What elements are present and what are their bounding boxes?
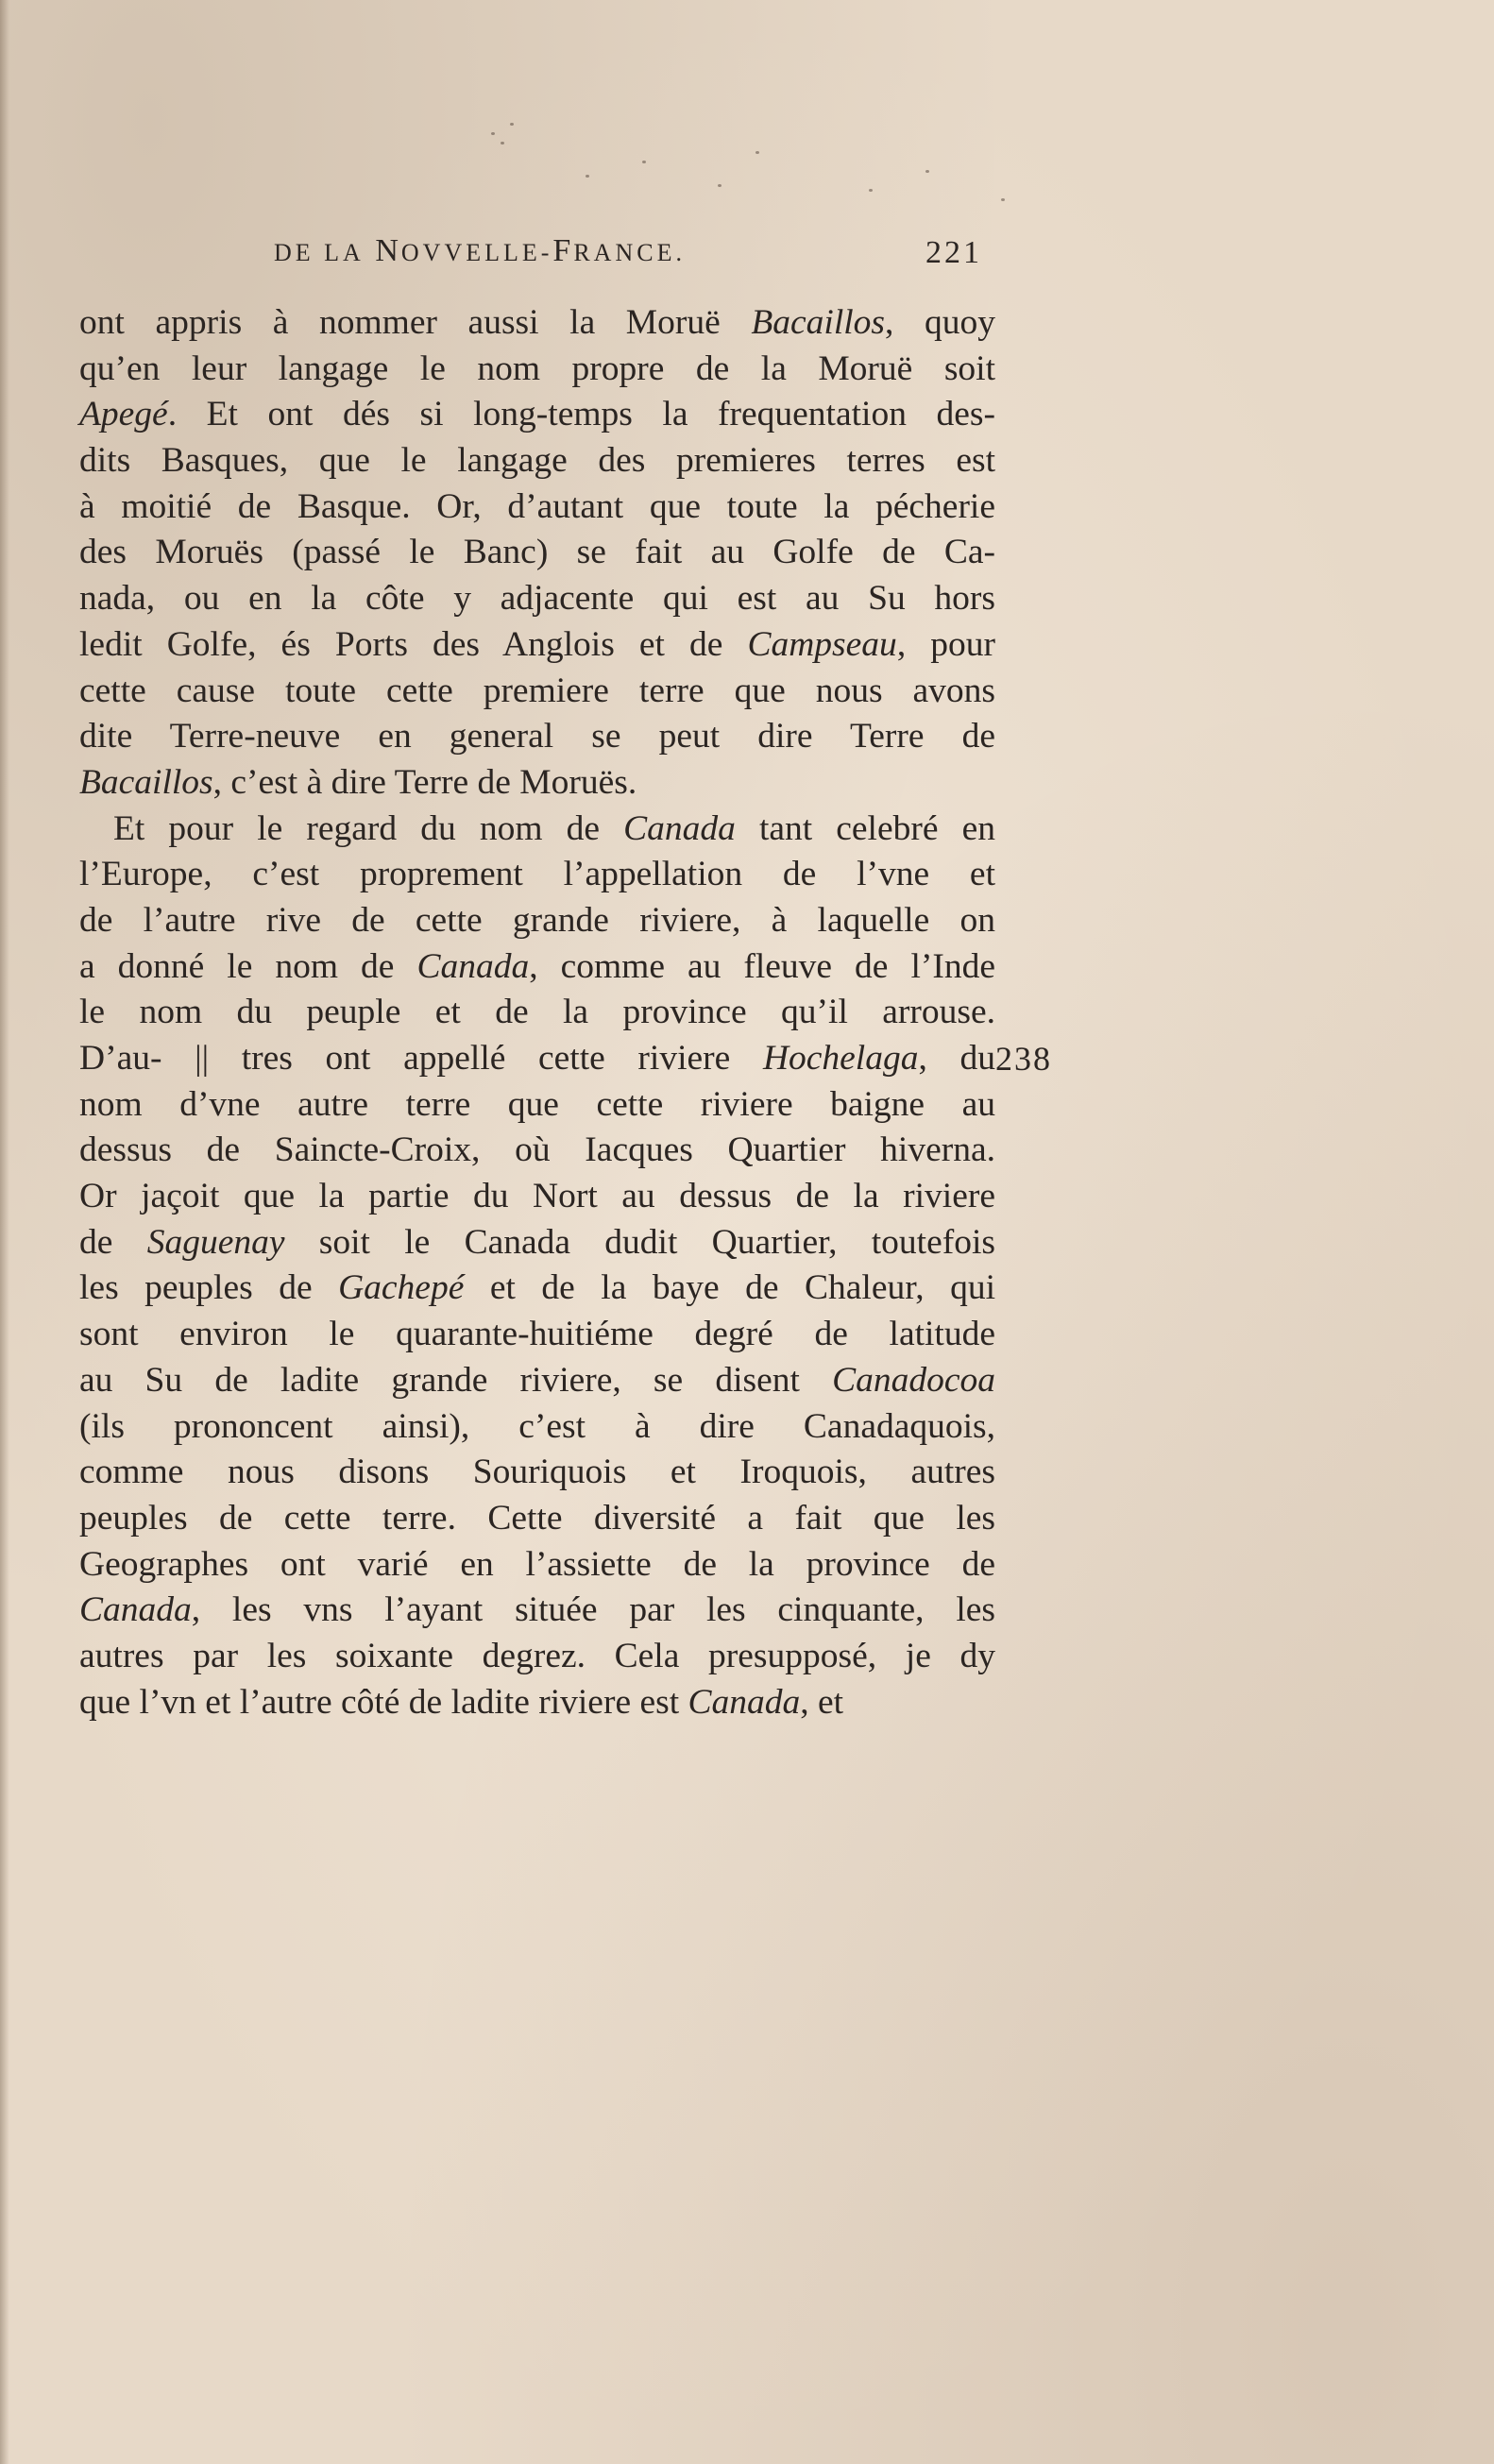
- text-segment: Geographes ont varié en l’assiette de la province de: [79, 1544, 995, 1584]
- text-line: [79, 1588, 995, 1634]
- text-segment: les peuples de: [79, 1268, 339, 1308]
- italic-term: Bacaillos: [79, 762, 213, 802]
- text-line: [79, 807, 995, 853]
- text-segment: dite Terre-neuve en general se peut dire Terre de: [79, 717, 995, 756]
- text-segment: qu’en leur langage le nom propre de la Moruë soit: [79, 348, 995, 388]
- text-segment: , et: [800, 1682, 844, 1722]
- text-segment: le nom du peuple et de la province qu’il arrouse.: [79, 993, 995, 1032]
- page-edge-shadow: [0, 0, 9, 2464]
- italic-term: Canada: [623, 808, 736, 848]
- text-segment: ledit Golfe, és Ports des Anglois et de: [79, 624, 748, 664]
- italic-term: Hochelaga: [762, 1039, 919, 1078]
- text-line: [79, 1496, 995, 1542]
- italic-term: Apegé: [79, 395, 168, 434]
- text-segment: , comme au fleuve de l’Inde: [529, 946, 995, 986]
- text-segment: des Moruës (passé le Banc) se fait au Golfe de Ca-: [79, 533, 995, 572]
- text-segment: Or jaçoit que la partie du Nort au dessus de la riviere: [79, 1177, 995, 1216]
- text-segment: sont environ le quarante-huitiéme degré de latitude: [79, 1315, 995, 1354]
- text-segment: (ils prononcent ainsi), c’est à dire Canadaquois,: [79, 1406, 995, 1446]
- text-line: [79, 669, 995, 715]
- body-text: [79, 300, 995, 1725]
- running-title: DE LA NOVVELLE-FRANCE.: [274, 233, 686, 268]
- text-segment: que l’vn et l’autre côté de ladite riviere est: [79, 1682, 688, 1722]
- margin-page-reference: 238: [995, 1040, 1052, 1078]
- text-line: [79, 392, 995, 438]
- text-segment: , du: [918, 1039, 996, 1078]
- text-line: [79, 347, 995, 393]
- text-segment: l’Europe, c’est proprement l’appellation de l’vne et: [79, 855, 995, 894]
- text-segment: autres par les soixante degrez. Cela presupposé, je dy: [79, 1636, 995, 1675]
- text-line: [79, 760, 995, 807]
- text-segment: a donné le nom de: [79, 946, 417, 986]
- italic-term: Bacaillos: [751, 303, 886, 342]
- text-segment: , les vns l’ayant située par les cinquante, les: [191, 1590, 995, 1630]
- text-line: [79, 1634, 995, 1680]
- italic-term: Saguenay: [146, 1222, 285, 1262]
- italic-term: Gachepé: [338, 1268, 465, 1308]
- text-line: [79, 1312, 995, 1358]
- text-line: [79, 576, 995, 622]
- text-segment: tant celebré en: [735, 808, 995, 848]
- running-header: [274, 233, 1001, 280]
- text-segment: nom d’vne autre terre que cette riviere baigne au: [79, 1084, 995, 1124]
- italic-term: Canada: [416, 946, 530, 986]
- text-line: [79, 622, 995, 669]
- text-line: [79, 1542, 995, 1589]
- page-number: 221: [925, 235, 982, 270]
- italic-term: Canada: [688, 1682, 801, 1722]
- text-segment: au Su de ladite grande riviere, se disent: [79, 1360, 833, 1400]
- text-line: [79, 300, 995, 347]
- text-segment: et de la baye de Chaleur, qui: [464, 1268, 995, 1308]
- text-line: [79, 1680, 995, 1726]
- text-line: [79, 852, 995, 898]
- text-segment: . Et ont dés si long-temps la frequentation des-: [167, 395, 995, 434]
- text-line: [79, 1266, 995, 1312]
- text-segment: de: [79, 1222, 147, 1262]
- text-line: [79, 944, 995, 991]
- text-segment: comme nous disons Souriquois et Iroquois, autres: [79, 1453, 995, 1492]
- text-segment: soit le Canada dudit Quartier, toutefois: [284, 1222, 995, 1262]
- text-segment: nada, ou en la côte y adjacente qui est au Su hors: [79, 579, 995, 619]
- text-segment: cette cause toute cette premiere terre que nous avons: [79, 671, 995, 710]
- text-line: [79, 1220, 995, 1266]
- text-line: [79, 1128, 995, 1174]
- text-line: [79, 1358, 995, 1404]
- text-line: [79, 990, 995, 1036]
- text-segment: D’au- || tres ont appellé cette riviere: [79, 1039, 763, 1078]
- italic-term: Canada: [79, 1590, 192, 1630]
- text-segment: peuples de cette terre. Cette diversité a fait que les: [79, 1498, 995, 1538]
- text-segment: de l’autre rive de cette grande riviere, à laquelle on: [79, 900, 995, 940]
- text-line: [79, 898, 995, 944]
- text-segment: à moitié de Basque. Or, d’autant que toute la pécherie: [79, 486, 995, 526]
- text-line: [79, 1036, 995, 1082]
- paper-specks: [472, 104, 1039, 227]
- italic-term: Canadocoa: [832, 1360, 995, 1400]
- text-segment: , pour: [896, 624, 995, 664]
- text-line: [79, 438, 995, 484]
- text-line: [79, 1404, 995, 1451]
- text-line: [79, 1082, 995, 1129]
- text-line: [79, 1174, 995, 1220]
- text-segment: Et pour le regard du nom de: [113, 808, 624, 848]
- text-segment: dits Basques, que le langage des premieres terres est: [79, 441, 995, 481]
- text-segment: , quoy: [885, 303, 995, 342]
- text-line: [79, 530, 995, 576]
- italic-term: Campseau: [747, 624, 897, 664]
- text-segment: dessus de Saincte-Croix, où Iacques Quartier hiverna.: [79, 1130, 995, 1170]
- text-segment: , c’est à dire Terre de Moruës.: [212, 762, 637, 802]
- text-line: [79, 484, 995, 531]
- text-line: [79, 1450, 995, 1496]
- text-segment: ont appris à nommer aussi la Moruë: [79, 303, 752, 342]
- text-line: [79, 714, 995, 760]
